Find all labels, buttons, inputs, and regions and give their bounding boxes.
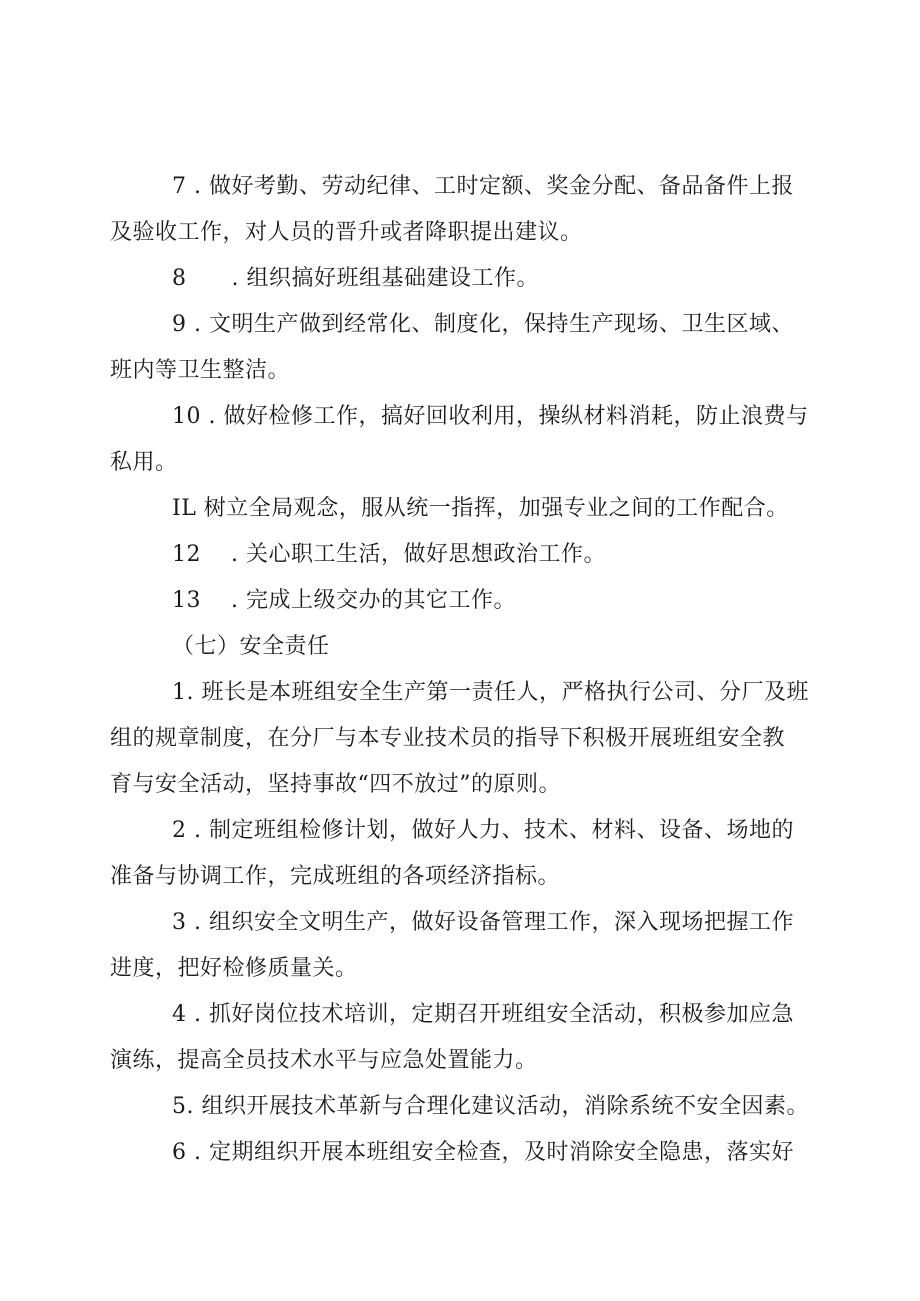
paragraph-11-line-1: IL 树立全局观念，服从统一指挥，加强专业之间的工作配合。 [172,496,789,521]
safety-item-4-line-1: 4 . 抓好岗位技术培训，定期召开班组安全活动，积极参加应急 [172,1002,794,1027]
paragraph-7-line-1: 7 . 做好考勤、劳动纪律、工时定额、奖金分配、备品备件上报 [172,174,794,199]
safety-item-1-line-1: 1. 班长是本班组安全生产第一责任人，严格执行公司、分厂及班 [172,680,809,705]
safety-item-1-line-3: 育与安全活动，坚持事故“四不放过”的原则。 [110,772,561,797]
safety-item-2-line-2: 准备与协调工作，完成班组的各项经济指标。 [110,864,561,889]
safety-item-5-line-1: 5. 组织开展技术革新与合理化建议活动，消除系统不安全因素。 [172,1094,809,1119]
paragraph-13-line-1: 13 . 完成上级交办的其它工作。 [172,588,516,613]
section-heading-safety-responsibility: （七）安全责任 [172,634,330,659]
paragraph-12-line-1: 12 . 关心职工生活，做好思想政治工作。 [172,542,606,567]
paragraph-7-line-2: 及验收工作，对人员的晋升或者降职提出建议。 [110,220,583,245]
safety-item-6-line-1: 6 . 定期组织开展本班组安全检查，及时消除安全隐患，落实好 [172,1140,794,1165]
paragraph-10-line-1: 10 . 做好检修工作，搞好回收利用，操纵材料消耗，防止浪费与 [172,404,809,429]
paragraph-9-line-1: 9 . 文明生产做到经常化、制度化，保持生产现场、卫生区域、 [172,312,794,337]
safety-item-3-line-1: 3 . 组织安全文明生产，做好设备管理工作，深入现场把握工作 [172,910,794,935]
safety-item-4-line-2: 演练，提高全员技术水平与应急处置能力。 [110,1048,538,1073]
safety-item-3-line-2: 进度，把好检修质量关。 [110,956,358,981]
paragraph-10-line-2: 私用。 [110,450,178,475]
safety-item-2-line-1: 2 . 制定班组检修计划，做好人力、技术、材料、设备、场地的 [172,818,794,843]
paragraph-8-line-1: 8 . 组织搞好班组基础建设工作。 [172,266,539,291]
safety-item-1-line-2: 组的规章制度，在分厂与本专业技术员的指导下积极开展班组安全教 [110,726,786,751]
paragraph-9-line-2: 班内等卫生整洁。 [110,358,291,383]
